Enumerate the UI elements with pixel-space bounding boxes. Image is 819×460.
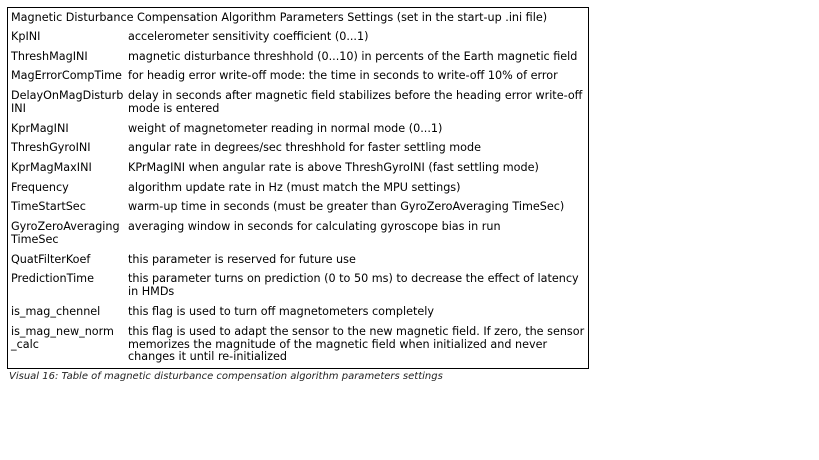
parameter-name: is_mag_chennel (11, 305, 101, 318)
parameter-name: TimeStartSec (11, 200, 86, 213)
parameter-description: angular rate in degrees/sec threshhold for faster settling mode (128, 141, 482, 154)
parameter-description: KPrMagINI when angular rate is above ThreshGyroINI (fast settling mode) (128, 161, 539, 174)
parameter-description: this parameter turns on prediction (0 to 50 ms) to decrease the effect of latency in HMDs (128, 272, 579, 298)
parameter-description: magnetic disturbance threshhold (0...10) in percents of the Earth magnetic field (128, 50, 578, 63)
parameter-description: this flag is used to adapt the sensor to the new magnetic field. If zero, the sensor memorizes the magnitude of the magnetic field when initialized and never changes it until re-initialized (128, 325, 585, 364)
parameter-description: for headig error write-off mode: the time in seconds to write-off 10% of error (128, 69, 558, 82)
parameter-description: delay in seconds after magnetic field stabilizes before the heading error write-off mode is entered (128, 89, 583, 115)
parameter-name: QuatFilterKoef (11, 253, 91, 266)
parameter-name: ThreshGyroINI (11, 141, 91, 154)
parameter-name: Frequency (11, 181, 69, 194)
parameter-name: KpINI (11, 30, 41, 43)
parameter-description: algorithm update rate in Hz (must match the MPU settings) (128, 181, 461, 194)
parameter-description: this flag is used to turn off magnetometers completely (128, 305, 434, 318)
parameter-name: PredictionTime (11, 272, 94, 285)
parameter-name: DelayOnMagDisturb INI (11, 89, 124, 115)
parameter-description: accelerometer sensitivity coefficient (0...1) (128, 30, 369, 43)
parameter-name: KprMagINI (11, 122, 69, 135)
parameter-description: warm-up time in seconds (must be greater than GyroZeroAveraging TimeSec) (128, 200, 565, 213)
parameter-name: KprMagMaxINI (11, 161, 92, 174)
figure-caption: Visual 16: Table of magnetic disturbance compensation algorithm parameters settings (9, 371, 443, 382)
parameter-description: averaging window in seconds for calculating gyroscope bias in run (128, 220, 501, 233)
parameter-name: is_mag_new_norm _calc (11, 325, 114, 351)
parameter-name: GyroZeroAveraging TimeSec (11, 220, 120, 246)
parameter-name: MagErrorCompTime (11, 69, 122, 82)
parameter-description: weight of magnetometer reading in normal mode (0...1) (128, 122, 443, 135)
parameter-description: this parameter is reserved for future use (128, 253, 356, 266)
table-title: Magnetic Disturbance Compensation Algorithm Parameters Settings (set in the start-up .ini file) (11, 11, 548, 24)
parameter-name: ThreshMagINI (11, 50, 88, 63)
